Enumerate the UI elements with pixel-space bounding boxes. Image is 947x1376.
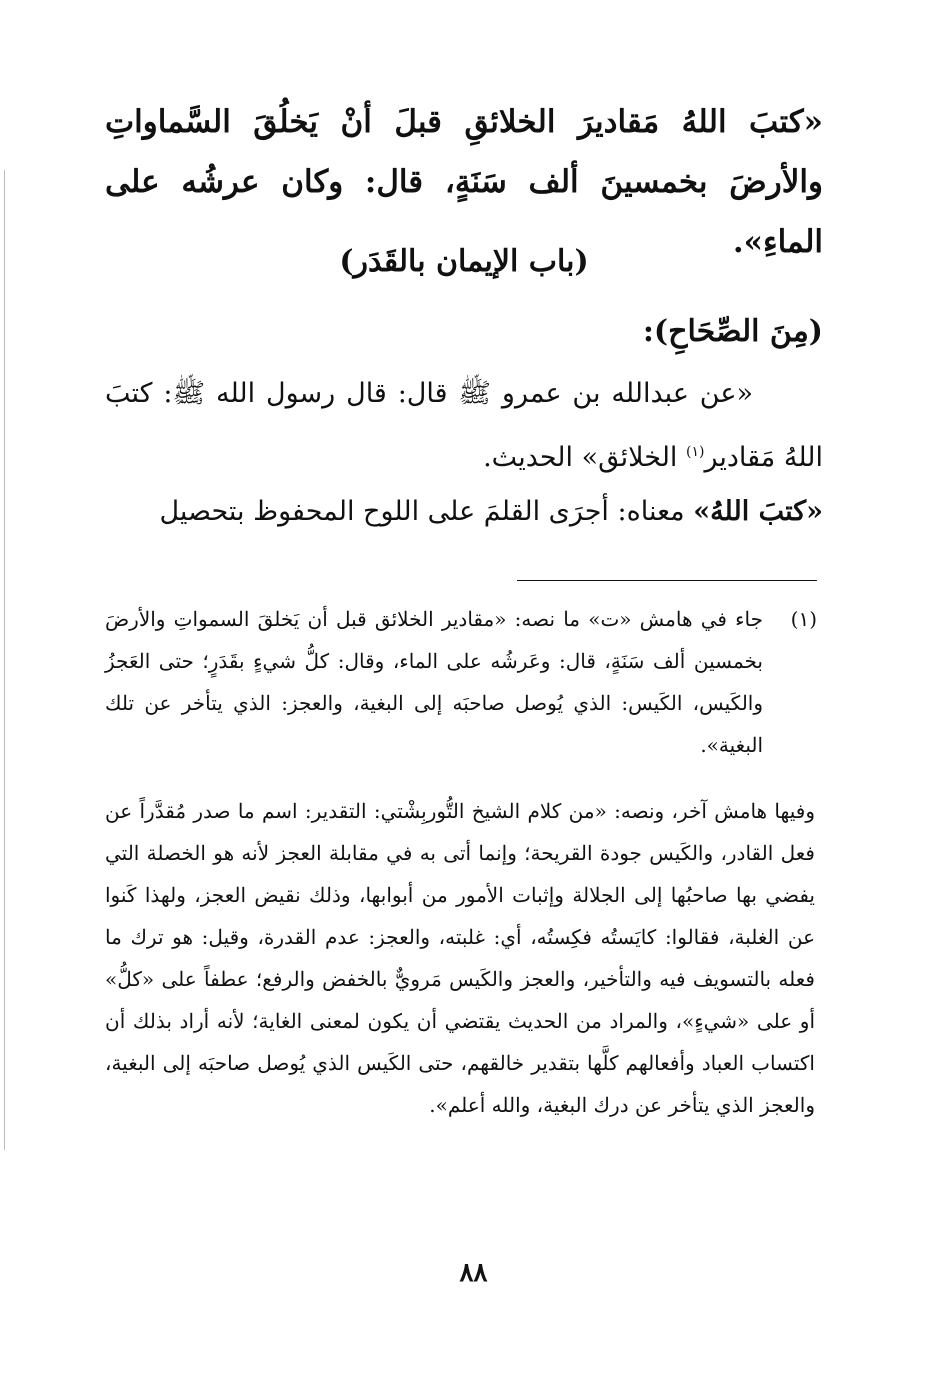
footnote-1-continuation: وفيها هامش آخر، ونصه: «من كلام الشيخ التُّوربِشْتي: التقدير: اسم ما صدر مُقدَّراً عن فعل القادر، والكَيس جودة القريحة؛ وإنما أتى به في مقابلة العجز لأنه هو الخصلة التي يفضي بها صاحبُها إلى الجلالة وإثبات الأمور من أبوابها، وذلك نقيض العجز، ولهذا كَنوا عن الغلبة، فقالوا: كايَستُه فكِستُه، أي: غلبته، والعجز: عدم القدرة، وقيل: هو ترك ما فعله بالتسويف فيه والتأخير، والعجز والكَيس مَرويٌّ بالخفض والرفع؛ عطفاً على «كلُّ» أو على «شيءٍ»، والمراد من الحديث يقتضي أن يكون لمعنى الغاية؛ لأنه أراد بذلك أن اكتساب العباد وأفعالهم كلَّها بتقدير خالقهم، حتى الكَيس الذي يُوصل صاحبَه إلى البغية، والعجز الذي يتأخر عن درك البغية، والله أعلم». [105, 799, 815, 1117]
explanation-paragraph [105, 487, 823, 537]
chapter-heading: (باب الإيمان بالقَدَر) [339, 244, 589, 279]
footnote-separator [517, 580, 817, 581]
hadith-text-start: «عن عبدالله بن عمرو ﷺ قال: قال رسول الله ﷺ: كتبَ اللهُ مَقادير [105, 378, 823, 473]
page-binding-edge [4, 170, 5, 1150]
intro-hadith-text: «كتبَ اللهُ مَقاديرَ الخلائقِ قبلَ أنْ يَخلُقَ السَّماواتِ والأرضَ بخمسينَ ألف سَنَةٍ، قال: وكان عرشُه على الماءِ». [105, 104, 823, 260]
footnote-number: (١) [790, 607, 817, 631]
footnote-marker: (١) [686, 444, 705, 460]
hadith-paragraph [105, 365, 823, 487]
section-subheading: (مِنَ الصِّحَاحِ): [642, 314, 823, 349]
explanation-lead: «كتبَ اللهُ» [693, 496, 823, 527]
footnote-1 [105, 598, 815, 766]
footnote-1-text: جاء في هامش «ت» ما نصه: «مقادير الخلائق قبل أن يَخلقَ السمواتِ والأرضَ بخمسين ألف سَنَةٍ، قال: وعَرشُه على الماء، وقال: كلُّ شيءٍ بقَدَرٍ؛ حتى العَجزُ والكَيس، الكَيس: الذي يُوصل صاحبَه إلى البغية، والعجز: الذي يتأخر عن تلك البغية». [105, 607, 763, 757]
explanation-text: معناه: أجرَى القلمَ على اللوح المحفوظ بتحصيل [159, 496, 694, 527]
hadith-text-end: الخلائق» الحديث. [483, 442, 687, 473]
page-number: ٨٨ [459, 1258, 488, 1288]
